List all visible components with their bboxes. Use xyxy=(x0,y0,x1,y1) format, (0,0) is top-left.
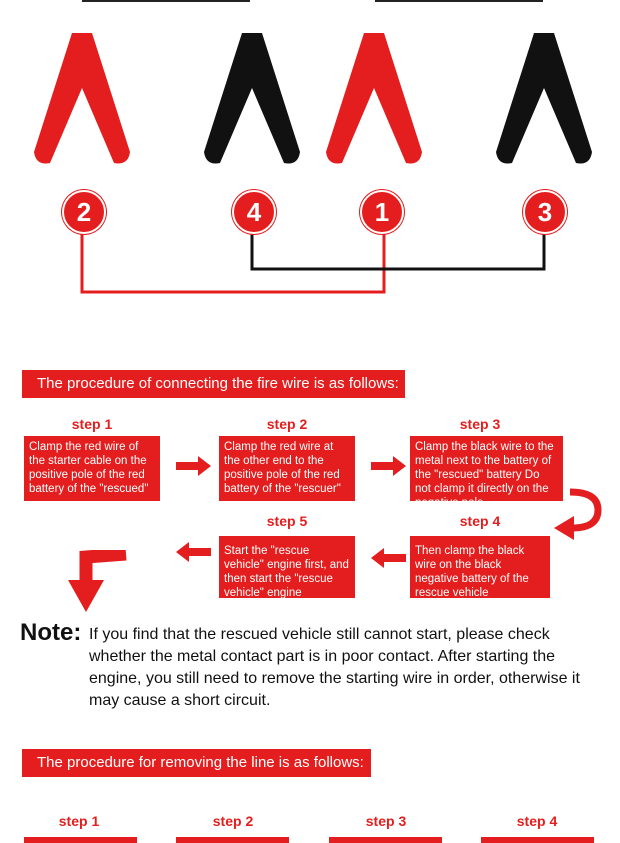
black-connection-line xyxy=(252,230,544,269)
step-5-label: step 5 xyxy=(266,513,308,529)
step-2-box: Clamp the red wire at the other end to the positive pole of the red battery of the "rescuer" xyxy=(219,436,355,501)
arrow-left-icon xyxy=(371,547,407,569)
step-2-label: step 2 xyxy=(266,416,308,432)
step-3-box: Clamp the black wire to the metal next to the battery of the "rescued" battery Do not clamp it directly on the negative pole xyxy=(410,436,563,501)
remove-step-1-box xyxy=(24,837,137,843)
clamp-red-right xyxy=(326,33,422,164)
badge-clamp-2: 2 xyxy=(62,190,106,234)
clamp-black-right xyxy=(496,33,592,164)
curve-arrow-down-icon xyxy=(552,488,608,540)
remove-step-1-label: step 1 xyxy=(58,813,100,829)
arrow-right-icon xyxy=(371,455,407,477)
bent-arrow-down-icon xyxy=(62,550,130,614)
clamp-diagram xyxy=(0,0,620,300)
red-connection-line xyxy=(82,230,384,292)
remove-step-4-label: step 4 xyxy=(516,813,558,829)
note-title: Note: xyxy=(20,619,82,646)
remove-step-3-label: step 3 xyxy=(365,813,407,829)
step-1-label: step 1 xyxy=(71,416,113,432)
badge-clamp-4: 4 xyxy=(232,190,276,234)
remove-step-4-box xyxy=(481,837,594,843)
arrow-right-icon xyxy=(176,455,212,477)
clamp-black-left xyxy=(204,33,300,164)
step-5-box: Start the "rescue vehicle" engine first, and then start the "rescue vehicle" engine xyxy=(219,536,355,598)
remove-step-2-box xyxy=(176,837,289,843)
note-text: If you find that the rescued vehicle still cannot start, please check whether the metal contact part is in poor contact. After starting the engine, you still need to remove the starting wire in order, otherwise it may cause a short circuit. xyxy=(89,626,580,709)
arrow-left-icon xyxy=(176,541,212,563)
step-4-box: Then clamp the black wire on the black negative battery of the rescue vehicle xyxy=(410,536,550,598)
remove-step-2-label: step 2 xyxy=(212,813,254,829)
step-3-label: step 3 xyxy=(459,416,501,432)
badge-clamp-1: 1 xyxy=(360,190,404,234)
badge-clamp-3: 3 xyxy=(523,190,567,234)
step-4-label: step 4 xyxy=(459,513,501,529)
remove-banner: The procedure for removing the line is as follows: xyxy=(22,749,371,777)
step-1-box: Clamp the red wire of the starter cable on the positive pole of the red battery of the "rescued" xyxy=(24,436,160,501)
clamp-red-left xyxy=(34,33,130,164)
connect-banner: The procedure of connecting the fire wire is as follows: xyxy=(22,370,405,398)
remove-step-3-box xyxy=(329,837,442,843)
